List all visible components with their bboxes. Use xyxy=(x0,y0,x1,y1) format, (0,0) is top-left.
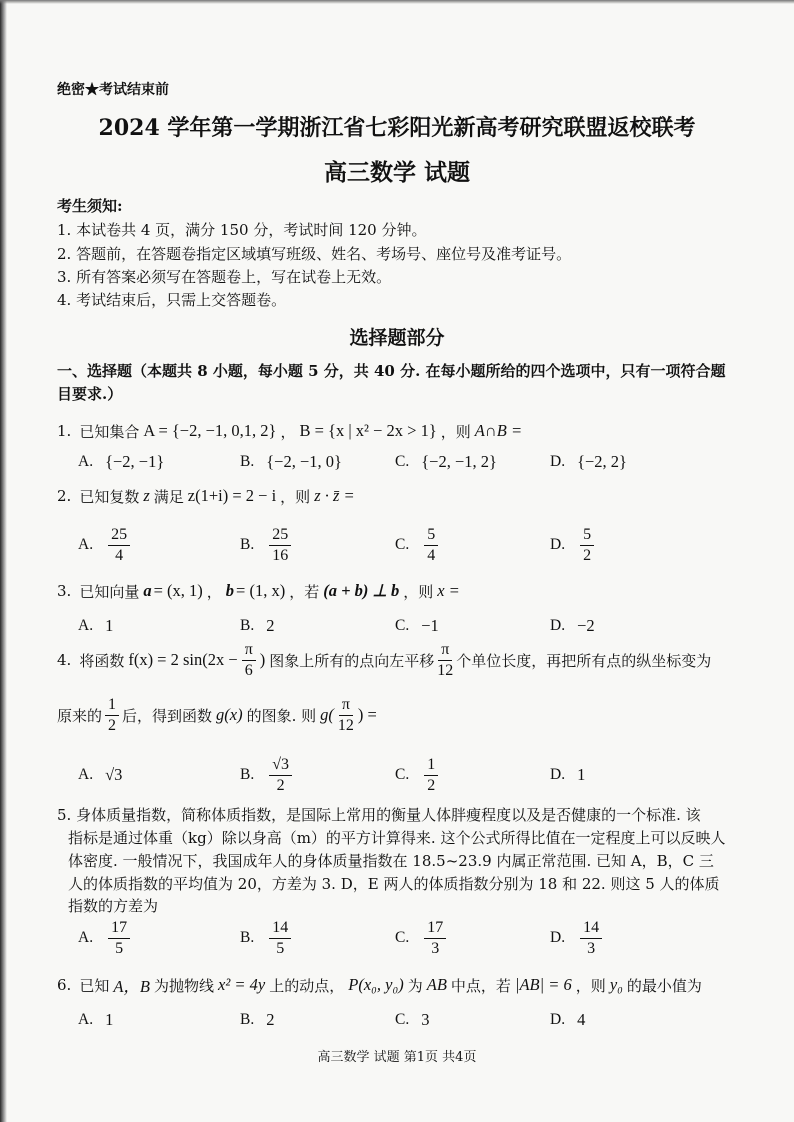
option-value: {−2, −1} xyxy=(105,452,165,471)
math-expression: g( xyxy=(320,705,334,724)
denominator: 12 xyxy=(337,716,354,734)
stem-text: 已知集合 xyxy=(79,422,140,441)
scan-edge-top xyxy=(0,0,794,4)
question-5-options xyxy=(0,914,794,962)
stem-text: 上的动点， xyxy=(269,976,345,995)
option-letter: B. xyxy=(240,929,255,946)
question-6-option-d xyxy=(550,996,585,1044)
math-expression: z(1+i) = 2 − i xyxy=(187,486,277,505)
stem-text: 个单位长度，再把所有点的纵坐标变为 xyxy=(456,651,712,670)
numerator: π xyxy=(438,641,452,661)
numerator: 5 xyxy=(424,526,438,546)
denominator: 16 xyxy=(272,546,289,564)
question-5-line-3: 体密度. 一般情况下，我国成年人的身体质量指数在 18.5~23.9 内属正常范围. 已知 A，B，C 三 xyxy=(68,852,714,870)
math-expression: A = {−2, −1, 0,1, 2} xyxy=(143,421,277,440)
stem-text: ，则 xyxy=(575,976,606,995)
stem-text: 图象上所有的点向左平移 xyxy=(269,651,435,670)
numerator: 25 xyxy=(108,526,130,546)
option-value: −1 xyxy=(421,616,439,635)
question-number: 6. xyxy=(57,976,72,994)
question-1-option-c xyxy=(395,438,497,486)
option-letter: A. xyxy=(78,453,94,470)
option-letter: D. xyxy=(550,766,566,783)
math-expression: (a + b) ⊥ b xyxy=(323,581,400,600)
stem-text: 原来的 xyxy=(57,706,103,725)
numerator: π xyxy=(242,641,256,661)
option-letter: C. xyxy=(395,536,410,553)
denominator: 2 xyxy=(276,776,285,794)
math-expression: g(x) xyxy=(216,705,243,724)
math-expression: AB xyxy=(426,975,447,994)
math-expression: A，B xyxy=(113,977,150,996)
question-2-option-c xyxy=(395,521,441,569)
numerator: π xyxy=(339,696,353,716)
denominator: 12 xyxy=(437,661,454,679)
question-4-option-d xyxy=(550,751,585,799)
question-2-option-b xyxy=(240,521,294,569)
question-1-option-a xyxy=(78,438,164,486)
question-number: 3. xyxy=(57,582,72,600)
question-4-option-c xyxy=(395,751,441,799)
option-letter: B. xyxy=(240,1011,255,1028)
question-2-stem xyxy=(57,485,359,507)
option-value: √3 xyxy=(105,765,123,784)
question-4-option-a xyxy=(78,751,122,799)
stem-text: ，则 xyxy=(280,487,311,506)
option-letter: C. xyxy=(395,453,410,470)
math-expression: ) = xyxy=(357,705,377,724)
vector-a: a xyxy=(143,581,152,600)
stem-text: 后，得到函数 xyxy=(122,706,213,725)
question-2-options xyxy=(0,521,794,569)
numerator: 14 xyxy=(269,919,291,939)
denominator: 6 xyxy=(244,661,253,679)
option-fraction xyxy=(424,756,438,795)
question-1-option-d xyxy=(550,438,627,486)
option-letter: C. xyxy=(395,617,410,634)
fraction-one-half xyxy=(105,696,119,735)
denominator: 3 xyxy=(587,939,596,957)
fraction-pi-over-6 xyxy=(242,641,256,680)
option-value: 4 xyxy=(577,1010,586,1029)
question-number: 2. xyxy=(57,487,72,505)
question-4-option-b xyxy=(240,751,295,799)
option-value: 2 xyxy=(266,616,275,635)
stem-text: ，则 xyxy=(440,422,471,441)
option-value: 1 xyxy=(105,616,114,635)
vector-b: b xyxy=(225,581,235,600)
math-expression: y₀ xyxy=(609,975,623,994)
question-number: 4. xyxy=(57,651,72,669)
notice-heading: 考生须知: xyxy=(57,197,123,215)
question-5-option-b xyxy=(240,914,294,962)
numerator: 25 xyxy=(269,526,291,546)
numerator: 17 xyxy=(424,919,446,939)
stem-text: 的图象. 则 xyxy=(246,706,317,725)
question-1-options xyxy=(0,438,794,486)
stem-text: 已知 xyxy=(79,976,110,995)
math-expression: x = xyxy=(437,581,460,600)
question-number: 1. xyxy=(57,422,72,440)
question-6-option-c xyxy=(395,996,429,1044)
fraction-pi-over-12 xyxy=(338,696,354,735)
option-value: 1 xyxy=(105,1010,114,1029)
exam-title: 2024 学年第一学期浙江省七彩阳光新高考研究联盟返校联考 xyxy=(98,115,696,141)
notice-item-3: 3. 所有答案必须写在答题卷上，写在试卷上无效。 xyxy=(57,268,392,286)
denominator: 4 xyxy=(427,546,436,564)
numerator: 14 xyxy=(580,919,602,939)
option-letter: C. xyxy=(395,929,410,946)
option-value: −2 xyxy=(577,616,595,635)
option-value: {−2, −1, 0} xyxy=(266,452,342,471)
question-2-option-a xyxy=(78,521,133,569)
option-letter: A. xyxy=(78,617,94,634)
numerator: 1 xyxy=(105,696,119,716)
option-fraction xyxy=(424,919,446,958)
option-letter: A. xyxy=(78,536,94,553)
stem-text: ，则 xyxy=(403,582,434,601)
option-value: {−2, −1, 2} xyxy=(421,452,497,471)
denominator: 4 xyxy=(115,546,124,564)
numerator: √3 xyxy=(269,756,292,776)
question-6-options xyxy=(0,996,794,1044)
option-fraction xyxy=(269,526,291,565)
option-fraction xyxy=(580,919,602,958)
stem-text: ， xyxy=(280,422,296,441)
stem-text: ，若 xyxy=(289,582,320,601)
question-3-stem xyxy=(57,580,464,602)
math-expression: ) xyxy=(259,650,266,669)
stem-text: 满足 xyxy=(153,487,184,506)
option-letter: D. xyxy=(550,1011,566,1028)
stem-text: 为抛物线 xyxy=(154,976,215,995)
denominator: 3 xyxy=(431,939,440,957)
question-5-option-d xyxy=(550,914,605,962)
option-letter: B. xyxy=(240,453,255,470)
question-5-line-1: 5. 身体质量指数，简称体质指数，是国际上常用的衡量人体胖瘦程度以及是否健康的一个标准. 该 xyxy=(57,806,701,824)
math-expression: A∩B = xyxy=(474,421,523,440)
question-6-option-a xyxy=(78,996,113,1044)
math-expression: B = {x | x² − 2x > 1} xyxy=(299,421,437,440)
notice-item-4: 4. 考试结束后，只需上交答题卷。 xyxy=(57,291,287,309)
notice-item-2: 2. 答题前，在答题卷指定区域填写班级、姓名、考场号、座位号及准考证号。 xyxy=(57,245,572,263)
option-letter: D. xyxy=(550,536,566,553)
question-6-stem xyxy=(57,974,702,996)
stem-text: 中点，若 xyxy=(450,976,511,995)
option-letter: C. xyxy=(395,1011,410,1028)
confidential-mark: 绝密★考试结束前 xyxy=(57,82,169,98)
option-fraction xyxy=(108,526,130,565)
option-letter: D. xyxy=(550,453,566,470)
option-letter: B. xyxy=(240,766,255,783)
section-instruction-line-2: 目要求.） xyxy=(57,385,123,403)
stem-text: 的最小值为 xyxy=(626,976,702,995)
math-expression: f(x) = 2 sin(2x − xyxy=(128,650,238,669)
denominator: 2 xyxy=(583,546,592,564)
option-fraction xyxy=(269,756,292,795)
denominator: 2 xyxy=(108,716,117,734)
option-fraction xyxy=(269,919,291,958)
question-5-line-5: 指数的方差为 xyxy=(68,897,159,915)
stem-text: 为 xyxy=(407,976,423,995)
question-5-option-c xyxy=(395,914,449,962)
option-value: 2 xyxy=(266,1010,275,1029)
math-expression: = (1, x) xyxy=(236,581,286,600)
option-letter: A. xyxy=(78,1011,94,1028)
numerator: 17 xyxy=(108,919,130,939)
denominator: 5 xyxy=(276,939,285,957)
denominator: 2 xyxy=(427,776,436,794)
option-letter: B. xyxy=(240,617,255,634)
question-4-stem-line-1 xyxy=(57,638,711,682)
denominator: 5 xyxy=(115,939,124,957)
exam-subtitle: 高三数学 试题 xyxy=(323,159,470,186)
question-5-line-4: 人的体质指数的平均值为 20，方差为 3. D，E 两人的体质指数分别为 18 和 22. 则这 5 人的体质 xyxy=(68,875,720,893)
stem-text: ， xyxy=(206,582,222,601)
option-letter: A. xyxy=(78,929,94,946)
stem-text: 已知复数 xyxy=(79,487,140,506)
option-value: 3 xyxy=(421,1010,430,1029)
math-expression: |AB| = 6 xyxy=(514,975,572,994)
question-5-line-2: 指标是通过体重（kg）除以身高（m）的平方计算得来. 这个公式所得比值在一定程度上可以反映人 xyxy=(68,829,726,847)
question-5-option-a xyxy=(78,914,133,962)
section-title: 选择题部分 xyxy=(349,327,445,349)
math-expression: x² = 4y xyxy=(218,975,266,994)
numerator: 1 xyxy=(424,756,438,776)
question-4-options xyxy=(0,751,794,799)
math-expression: P(x₀, y₀) xyxy=(348,975,404,994)
math-expression: z xyxy=(143,486,150,505)
fraction-pi-over-12 xyxy=(437,641,453,680)
question-6-option-b xyxy=(240,996,274,1044)
option-fraction xyxy=(424,526,438,565)
option-letter: D. xyxy=(550,929,566,946)
notice-item-1: 1. 本试卷共 4 页，满分 150 分，考试时间 120 分钟。 xyxy=(57,221,427,239)
option-letter: D. xyxy=(550,617,566,634)
option-fraction xyxy=(580,526,594,565)
option-letter: C. xyxy=(395,766,410,783)
question-2-option-d xyxy=(550,521,597,569)
section-instruction-line-1: 一、选择题（本题共 8 小题，每小题 5 分，共 40 分. 在每小题所给的四个选项中，只有一项符合题 xyxy=(57,362,726,380)
stem-text: 已知向量 xyxy=(79,582,140,601)
stem-text: 将函数 xyxy=(79,651,125,670)
numerator: 5 xyxy=(580,526,594,546)
page-footer: 高三数学 试题 第1页 共4页 xyxy=(317,1050,477,1065)
option-letter: A. xyxy=(78,766,94,783)
option-fraction xyxy=(108,919,130,958)
option-value: {−2, 2} xyxy=(577,452,627,471)
math-expression: z · z̄ = xyxy=(314,486,355,505)
question-4-stem-line-2 xyxy=(57,693,381,737)
math-expression: = (x, 1) xyxy=(153,581,203,600)
question-1-option-b xyxy=(240,438,342,486)
option-value: 1 xyxy=(577,765,586,784)
option-letter: B. xyxy=(240,536,255,553)
